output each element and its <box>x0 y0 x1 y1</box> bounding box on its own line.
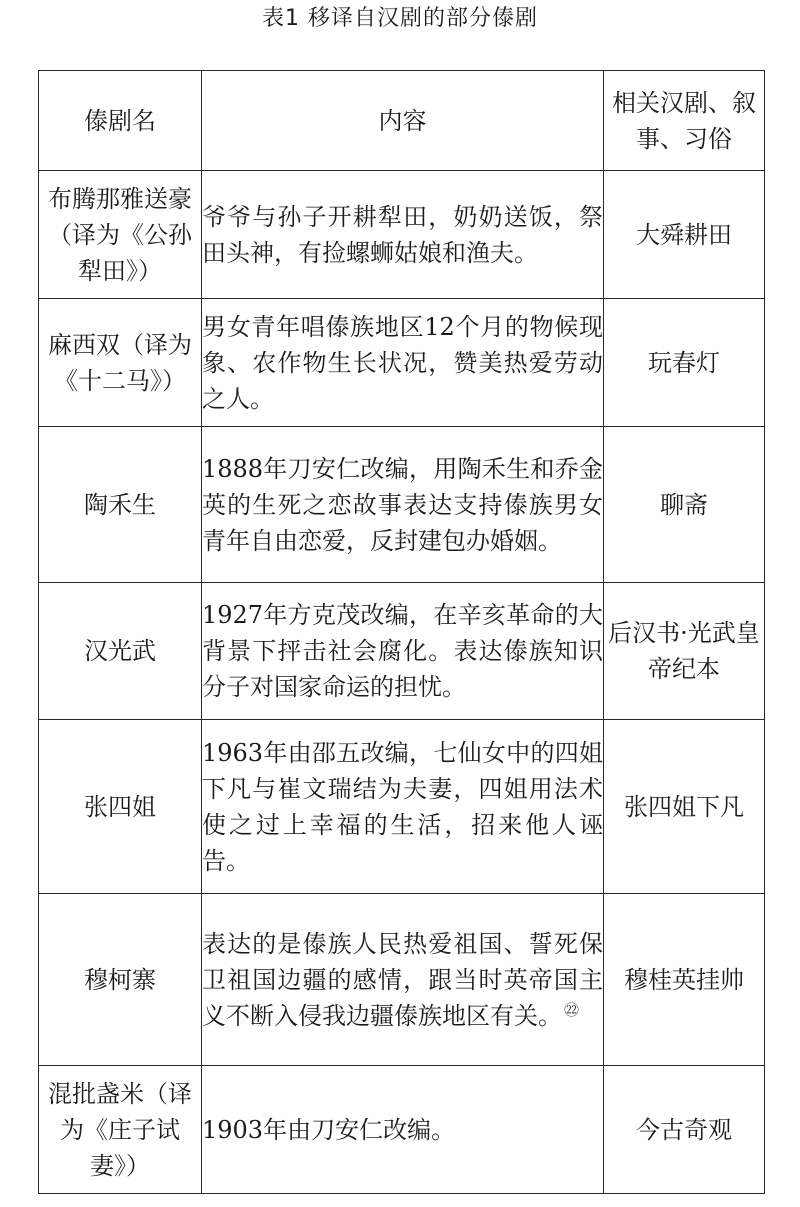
drama-content <box>202 583 604 720</box>
drama-content-text: 表达的是傣族人民热爱祖国、誓死保卫祖国边疆的感情，跟当时英帝国主义不断入侵我边疆傣族地区有关。 <box>202 929 603 1030</box>
related-work: 张四姐下凡 <box>604 720 765 894</box>
drama-content <box>202 427 604 583</box>
footnote-marker: ㉒ <box>564 1000 580 1019</box>
related-work: 玩春灯 <box>604 299 765 427</box>
table-row <box>39 894 765 1066</box>
header-name: 傣剧名 <box>39 71 202 171</box>
drama-name: 张四姐 <box>39 720 202 894</box>
table-row <box>39 1066 765 1194</box>
drama-table <box>38 70 765 1194</box>
drama-name: 混批盏米（译为《庄子试妻》） <box>39 1066 202 1194</box>
header-related: 相关汉剧、叙事、习俗 <box>604 71 765 171</box>
drama-name: 麻西双（译为《十二马》） <box>39 299 202 427</box>
table-body <box>39 171 765 1194</box>
table-row <box>39 583 765 720</box>
drama-content <box>202 299 604 427</box>
drama-content <box>202 720 604 894</box>
header-row <box>39 71 765 171</box>
table-row <box>39 299 765 427</box>
header-content: 内容 <box>202 71 604 171</box>
related-work: 今古奇观 <box>604 1066 765 1194</box>
drama-content-text: 男女青年唱傣族地区12个月的物候现象、农作物生长状况，赞美热爱劳动之人。 <box>202 312 603 413</box>
related-work: 聊斋 <box>604 427 765 583</box>
related-work: 大舜耕田 <box>604 171 765 299</box>
drama-content-text: 爷爷与孙子开耕犁田，奶奶送饭，祭田头神，有捡螺蛳姑娘和渔夫。 <box>202 202 603 267</box>
drama-content-text: 1927年方克茂改编，在辛亥革命的大背景下抨击社会腐化。表达傣族知识分子对国家命运的担忧。 <box>202 601 603 701</box>
table-row <box>39 720 765 894</box>
table-row <box>39 427 765 583</box>
drama-name: 穆柯寨 <box>39 894 202 1066</box>
drama-content-text: 1888年刀安仁改编，用陶禾生和乔金英的生死之恋故事表达支持傣族男女青年自由恋爱，反封建包办婚姻。 <box>202 454 603 555</box>
drama-content-text: 1963年由邵五改编，七仙女中的四姐下凡与崔文瑞结为夫妻，四姐用法术使之过上幸福的生活，招来他人诬告。 <box>202 738 603 875</box>
drama-content-text: 1903年由刀安仁改编。 <box>202 1115 456 1144</box>
drama-content <box>202 1066 604 1194</box>
table-caption: 表1 移译自汉剧的部分傣剧 <box>262 6 538 31</box>
drama-name: 陶禾生 <box>39 427 202 583</box>
related-work: 穆桂英挂帅 <box>604 894 765 1066</box>
drama-content <box>202 894 604 1066</box>
drama-name: 汉光武 <box>39 583 202 720</box>
drama-content <box>202 171 604 299</box>
related-work: 后汉书·光武皇帝纪本 <box>604 583 765 720</box>
table-row <box>39 171 765 299</box>
drama-name: 布腾那雅送豪（译为《公孙犁田》） <box>39 171 202 299</box>
